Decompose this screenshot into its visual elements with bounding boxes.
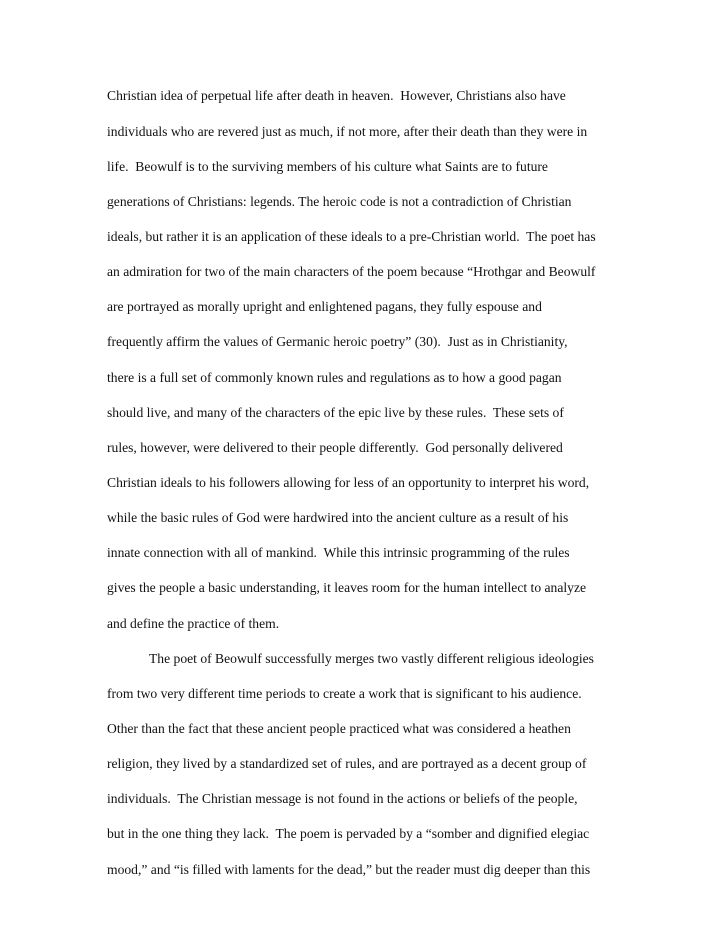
text-line: religion, they lived by a standardized set of rules, and are portrayed as a decent group of: [107, 756, 587, 771]
text-line: mood,” and “is filled with laments for the dead,” but the reader must dig deeper than this: [107, 862, 591, 877]
text-line: there is a full set of commonly known rules and regulations as to how a good pagan: [107, 370, 562, 385]
text-line: innate connection with all of mankind. While this intrinsic programming of the rules: [107, 545, 570, 560]
text-line: individuals. The Christian message is not found in the actions or beliefs of the people,: [107, 791, 578, 806]
text-line: but in the one thing they lack. The poem is pervaded by a “somber and dignified elegiac: [107, 826, 590, 841]
text-line: gives the people a basic understanding, it leaves room for the human intellect to analyze: [107, 580, 587, 595]
text-line: Other than the fact that these ancient people practiced what was considered a heathen: [107, 721, 571, 736]
text-line: an admiration for two of the main characters of the poem because “Hrothgar and Beowulf: [107, 264, 596, 279]
text-line: from two very different time periods to create a work that is significant to his audience.: [107, 686, 582, 701]
text-line: Christian idea of perpetual life after death in heaven. However, Christians also have: [107, 88, 566, 103]
text-line: while the basic rules of God were hardwired into the ancient culture as a result of his: [107, 510, 569, 525]
text-line: and define the practice of them.: [107, 616, 280, 631]
text-line: individuals who are revered just as much, if not more, after their death than they were in: [107, 124, 588, 139]
paragraph-first-line: The poet of Beowulf successfully merges two vastly different religious ideologies: [149, 651, 594, 666]
text-line: should live, and many of the characters of the epic live by these rules. These sets of: [107, 405, 564, 420]
text-line: life. Beowulf is to the surviving members of his culture what Saints are to future: [107, 159, 548, 174]
text-line: rules, however, were delivered to their people differently. God personally delivered: [107, 440, 563, 455]
text-line: ideals, but rather it is an application of these ideals to a pre-Christian world. The poet has: [107, 229, 596, 244]
text-line: Christian ideals to his followers allowing for less of an opportunity to interpret his word,: [107, 475, 590, 490]
text-line: frequently affirm the values of Germanic heroic poetry” (30). Just as in Christianity,: [107, 334, 568, 349]
text-line: are portrayed as morally upright and enlightened pagans, they fully espouse and: [107, 299, 542, 314]
text-line: generations of Christians: legends. The heroic code is not a contradiction of Christian: [107, 194, 572, 209]
